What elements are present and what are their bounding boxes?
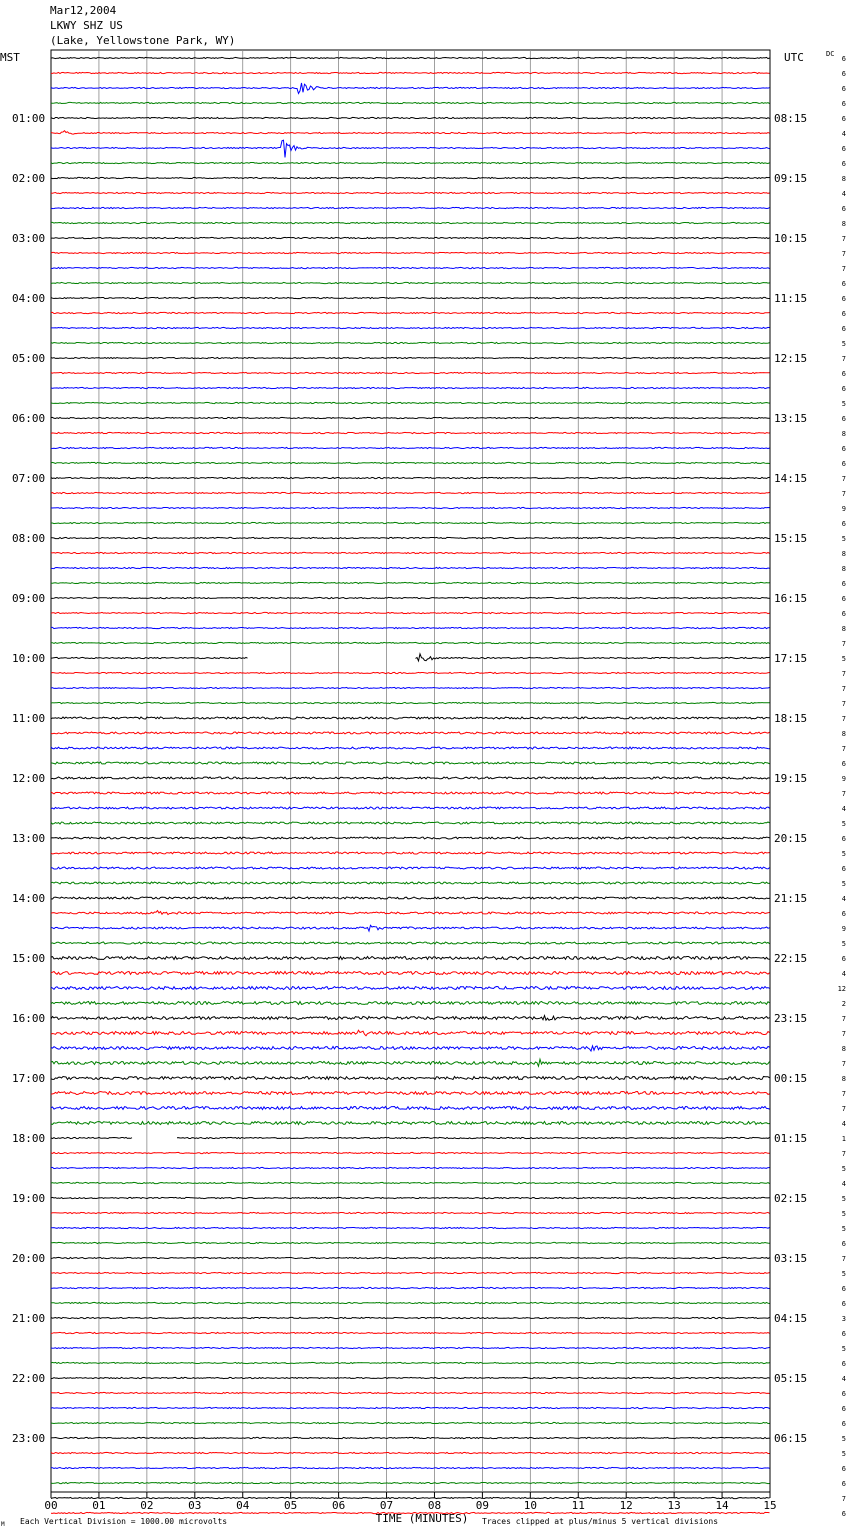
seismic-trace: [51, 732, 770, 734]
dc-offset-value: 5: [841, 340, 846, 348]
left-hour-label: 08:00: [12, 532, 46, 545]
right-hour-label: 11:15: [774, 292, 808, 305]
dc-offset-value: 7: [841, 700, 846, 708]
dc-offset-value: 6: [841, 325, 846, 333]
dc-offset-value: 6: [841, 520, 846, 528]
left-hour-label: 02:00: [12, 172, 46, 185]
dc-offset-value: 9: [841, 925, 846, 933]
dc-offset-value: 3: [841, 1315, 846, 1323]
seismic-trace: [51, 1452, 770, 1453]
seismic-trace: [51, 372, 770, 373]
dc-offset-value: 6: [841, 385, 846, 393]
dc-offset-value: 6: [841, 580, 846, 588]
seismic-trace: [51, 672, 770, 673]
right-hour-label: 08:15: [774, 112, 808, 125]
dc-offset-value: 6: [841, 55, 846, 63]
dc-offset-value: 5: [841, 1210, 846, 1218]
x-axis: [44, 1492, 776, 1512]
dc-offset-value: 6: [841, 415, 846, 423]
x-axis-title: TIME (MINUTES): [375, 1512, 469, 1525]
left-hour-label: 03:00: [12, 232, 46, 245]
seismic-trace: [51, 1227, 770, 1228]
right-hour-label: 06:15: [774, 1432, 808, 1445]
seismic-trace: [51, 654, 770, 661]
seismic-trace: [51, 342, 770, 343]
seismic-trace: [51, 612, 770, 613]
left-hour-label: 17:00: [12, 1072, 46, 1085]
seismic-trace: [51, 417, 770, 418]
dc-offset-value: 6: [841, 160, 846, 168]
dc-offset-value: 5: [841, 1225, 846, 1233]
right-hour-label: 21:15: [774, 892, 808, 905]
x-tick-label: 05: [284, 1499, 298, 1512]
left-hour-label: 16:00: [12, 1012, 46, 1025]
left-hour-label: 10:00: [12, 652, 46, 665]
seismic-trace: [51, 942, 770, 944]
right-hour-label: 15:15: [774, 532, 808, 545]
seismic-trace: [51, 837, 770, 839]
dc-offset-value: 6: [841, 1510, 846, 1518]
seismic-trace: [51, 222, 770, 223]
right-hour-label: 18:15: [774, 712, 808, 725]
right-hour-label: 10:15: [774, 232, 808, 245]
dc-offset-value: 7: [841, 1090, 846, 1098]
dc-offset-value: 4: [841, 805, 846, 813]
seismic-trace: [51, 1197, 770, 1198]
seismic-trace: [51, 925, 770, 931]
x-tick-label: 03: [188, 1499, 202, 1512]
dc-offset-value: 9: [841, 775, 846, 783]
dc-offset-value: 6: [841, 295, 846, 303]
seismic-trace: [51, 131, 770, 134]
seismic-trace: [51, 867, 770, 869]
seismic-trace: [51, 72, 770, 73]
seismic-trace: [51, 1030, 770, 1036]
seismic-trace: [51, 1077, 770, 1080]
left-hour-label: 11:00: [12, 712, 46, 725]
dc-offset-value: 1: [841, 1135, 846, 1143]
dc-offset-value: 7: [841, 685, 846, 693]
seismic-trace: [51, 1482, 770, 1483]
dc-offset-value: 6: [841, 835, 846, 843]
seismic-trace: [51, 1287, 770, 1288]
seismic-trace: [51, 1347, 770, 1348]
dc-offset-value: 6: [841, 310, 846, 318]
seismic-trace: [51, 702, 770, 703]
dc-offset-value: 7: [841, 1150, 846, 1158]
dc-offset-value: 8: [841, 220, 846, 228]
left-hour-label: 15:00: [12, 952, 46, 965]
dc-offset-value: 6: [841, 1480, 846, 1488]
dc-offset-value: 5: [841, 820, 846, 828]
left-hour-label: 20:00: [12, 1252, 46, 1265]
seismic-trace: [51, 762, 770, 764]
seismic-trace: [51, 1317, 770, 1318]
dc-offset-value: 6: [841, 1390, 846, 1398]
right-hour-label: 14:15: [774, 472, 808, 485]
seismic-trace: [51, 552, 770, 553]
x-tick-label: 08: [427, 1499, 442, 1512]
dc-offset-value: 7: [841, 670, 846, 678]
left-hour-label: 05:00: [12, 352, 46, 365]
dc-offset-value: 7: [841, 1495, 846, 1503]
right-hour-label: 02:15: [774, 1192, 808, 1205]
dc-offset-value: 5: [841, 535, 846, 543]
seismic-trace: [51, 537, 770, 538]
dc-offset-value: 6: [841, 145, 846, 153]
seismic-trace: [51, 162, 770, 163]
seismic-trace: [51, 747, 770, 749]
dc-offset-value: 7: [841, 235, 846, 243]
seismic-trace: [51, 297, 770, 298]
seismic-trace: [51, 582, 770, 583]
seismic-trace: [51, 717, 770, 719]
seismic-trace: [51, 1332, 770, 1333]
seismic-trace: [51, 1137, 770, 1138]
dc-offset-value: 8: [841, 730, 846, 738]
dc-offset-value: 7: [841, 1030, 846, 1038]
left-hour-label: 14:00: [12, 892, 46, 905]
seismic-trace: [51, 1362, 770, 1363]
x-tick-label: 10: [523, 1499, 537, 1512]
dc-offset-value: 7: [841, 475, 846, 483]
seismic-trace: [51, 1467, 770, 1468]
dc-offset-value: 8: [841, 550, 846, 558]
seismic-trace: [51, 432, 770, 433]
dc-offset-value: 5: [841, 940, 846, 948]
seismic-trace: [51, 822, 770, 824]
seismic-trace: [51, 972, 770, 975]
dc-offset-value: 6: [841, 1360, 846, 1368]
dc-offset-value: 6: [841, 280, 846, 288]
dc-offset-value: 6: [841, 1420, 846, 1428]
right-hour-label: 19:15: [774, 772, 808, 785]
footer-right-note: Traces clipped at plus/minus 5 vertical divisions: [482, 1517, 719, 1526]
dc-offset-value: 5: [841, 880, 846, 888]
seismic-trace: [51, 882, 770, 884]
seismic-trace: [51, 1046, 770, 1051]
seismic-trace: [51, 1016, 770, 1021]
left-hour-label: 22:00: [12, 1372, 46, 1385]
dc-offset-value: 6: [841, 955, 846, 963]
seismic-trace: [51, 777, 770, 779]
dc-offset-value: 4: [841, 190, 846, 198]
right-hour-label: 04:15: [774, 1312, 808, 1325]
plot-frame: [51, 50, 770, 1492]
dc-offset-value: 6: [841, 610, 846, 618]
dc-offset-value: 6: [841, 1240, 846, 1248]
seismic-trace: [51, 1497, 770, 1498]
seismic-trace: [51, 597, 770, 598]
seismic-trace: [51, 447, 770, 448]
x-tick-label: 13: [667, 1499, 681, 1512]
seismic-trace: [51, 327, 770, 328]
x-tick-label: 01: [92, 1499, 106, 1512]
dc-offset-value: 6: [841, 115, 846, 123]
dc-offset-value: 5: [841, 850, 846, 858]
dc-offset-value: 2: [841, 1000, 846, 1008]
x-tick-label: 07: [379, 1499, 394, 1512]
dc-offset-value: 6: [841, 760, 846, 768]
dc-offset-value: 6: [841, 460, 846, 468]
seismic-trace: [51, 911, 770, 915]
seismic-trace: [51, 1437, 770, 1438]
dc-offset-value: 4: [841, 1180, 846, 1188]
traces: [51, 57, 770, 1513]
seismic-trace: [51, 987, 770, 990]
right-hour-label: 00:15: [774, 1072, 808, 1085]
seismic-trace: [51, 507, 770, 508]
right-hour-label: 22:15: [774, 952, 808, 965]
seismic-trace: [51, 312, 770, 313]
dc-offset-value: 5: [841, 1195, 846, 1203]
dc-offset-value: 7: [841, 265, 846, 273]
seismic-trace: [51, 1059, 770, 1066]
left-hour-label: 12:00: [12, 772, 46, 785]
header-station: LKWY SHZ US: [50, 19, 123, 32]
left-hour-label: 19:00: [12, 1192, 46, 1205]
seismic-trace: [51, 1122, 770, 1125]
header-date: Mar12,2004: [50, 4, 117, 17]
right-hour-labels: [774, 112, 807, 1445]
seismic-trace: [51, 687, 770, 688]
x-tick-label: 02: [140, 1499, 154, 1512]
seismic-trace: [51, 807, 770, 809]
seismic-trace: [51, 462, 770, 463]
dc-offset-value: 7: [841, 355, 846, 363]
right-hour-label: 12:15: [774, 352, 808, 365]
seismic-trace: [51, 252, 770, 253]
dc-offset-value: 7: [841, 490, 846, 498]
dc-offset-value: 7: [841, 1015, 846, 1023]
seismic-trace: [51, 402, 770, 403]
dc-offset-value: 4: [841, 895, 846, 903]
seismic-trace: [51, 1377, 770, 1378]
x-tick-label: 09: [475, 1499, 490, 1512]
left-hour-label: 07:00: [12, 472, 46, 485]
left-hour-label: 01:00: [12, 112, 46, 125]
seismic-trace: [51, 897, 770, 899]
dc-offset-value: 6: [841, 865, 846, 873]
dc-offset-value: 6: [841, 1465, 846, 1473]
dc-offset-value: 8: [841, 175, 846, 183]
seismic-trace: [51, 1152, 770, 1153]
left-hour-label: 04:00: [12, 292, 46, 305]
dc-offset-value: 7: [841, 1105, 846, 1113]
dc-offset-value: 4: [841, 1120, 846, 1128]
dc-offset-value: 6: [841, 1405, 846, 1413]
left-hour-labels: [12, 112, 45, 1445]
seismic-trace: [51, 207, 770, 208]
right-hour-label: 05:15: [774, 1372, 808, 1385]
right-hour-label: 09:15: [774, 172, 808, 185]
x-tick-label: 11: [571, 1499, 585, 1512]
seismic-trace: [51, 1212, 770, 1213]
seismic-trace: [51, 567, 770, 568]
seismic-trace: [51, 852, 770, 854]
seismic-trace: [51, 1422, 770, 1423]
left-hour-label: 09:00: [12, 592, 46, 605]
dc-offset-value: 9: [841, 505, 846, 513]
dc-offset-value: 6: [841, 595, 846, 603]
dc-offset-value: 5: [841, 1450, 846, 1458]
x-tick-label: 04: [236, 1499, 250, 1512]
seismic-trace: [51, 102, 770, 103]
dc-offset-value: 7: [841, 745, 846, 753]
dc-offset-value: 5: [841, 400, 846, 408]
seismic-trace: [51, 1257, 770, 1258]
dc-offset-value: 7: [841, 715, 846, 723]
seismic-trace: [51, 357, 770, 358]
seismic-trace: [51, 267, 770, 268]
dc-offset-value: 12: [837, 985, 846, 993]
dc-offset-value: 8: [841, 625, 846, 633]
x-tick-label: 00: [44, 1499, 58, 1512]
dc-offset-value: 6: [841, 1330, 846, 1338]
dc-offset-value: 5: [841, 1345, 846, 1353]
seismic-trace: [51, 57, 770, 58]
dc-offset-value: 6: [841, 370, 846, 378]
seismic-trace: [51, 627, 770, 628]
dc-offset-value: 8: [841, 565, 846, 573]
seismic-trace: [51, 1392, 770, 1393]
dc-offset-value: 5: [841, 1435, 846, 1443]
x-tick-label: 14: [715, 1499, 729, 1512]
dc-offset-value: 6: [841, 100, 846, 108]
dc-offset-values: [838, 55, 846, 1518]
right-hour-label: 20:15: [774, 832, 808, 845]
right-hour-label: 23:15: [774, 1012, 808, 1025]
dc-offset-value: 6: [841, 1285, 846, 1293]
dc-offset-value: 4: [841, 970, 846, 978]
seismic-trace: [51, 642, 770, 643]
x-tick-label: 12: [619, 1499, 633, 1512]
right-timezone-label: UTC: [784, 51, 804, 64]
dc-offset-value: 6: [841, 85, 846, 93]
header-location: (Lake, Yellowstone Park, WY): [50, 34, 236, 47]
seismic-trace: [51, 1272, 770, 1273]
seismic-trace: [51, 1182, 770, 1183]
left-hour-label: 13:00: [12, 832, 46, 845]
dc-offset-value: 7: [841, 1255, 846, 1263]
dc-offset-value: 6: [841, 70, 846, 78]
left-timezone-label: MST: [0, 51, 20, 64]
seismic-trace: [51, 1092, 770, 1095]
seismic-trace: [51, 1002, 770, 1005]
minute-grid: [51, 50, 770, 1492]
seismic-trace: [51, 1107, 770, 1110]
dc-offset-value: 6: [841, 205, 846, 213]
seismic-trace: [51, 1302, 770, 1303]
dc-offset-value: 5: [841, 1270, 846, 1278]
left-hour-label: 23:00: [12, 1432, 46, 1445]
seismic-trace: [51, 1242, 770, 1243]
dc-offset-value: 8: [841, 430, 846, 438]
dc-offset-value: 6: [841, 1300, 846, 1308]
seismic-trace: [51, 140, 770, 157]
seismic-trace: [51, 83, 770, 94]
seismic-trace: [51, 1407, 770, 1408]
seismic-trace: [51, 387, 770, 388]
left-hour-label: 18:00: [12, 1132, 46, 1145]
dc-offset-value: 7: [841, 640, 846, 648]
seismic-trace: [51, 237, 770, 238]
seismic-trace: [51, 957, 770, 960]
dc-offset-value: 7: [841, 250, 846, 258]
right-hour-label: 13:15: [774, 412, 808, 425]
right-hour-label: 01:15: [774, 1132, 808, 1145]
left-hour-label: 06:00: [12, 412, 46, 425]
seismic-trace: [51, 492, 770, 493]
dc-offset-value: 4: [841, 1375, 846, 1383]
dc-label: DC: [826, 50, 835, 58]
dc-offset-value: 4: [841, 130, 846, 138]
dc-offset-value: 6: [841, 910, 846, 918]
seismic-trace: [51, 192, 770, 193]
dc-offset-value: 8: [841, 1075, 846, 1083]
right-hour-label: 03:15: [774, 1252, 808, 1265]
seismic-trace: [51, 522, 770, 523]
dc-offset-value: 7: [841, 790, 846, 798]
x-tick-label: 06: [331, 1499, 346, 1512]
right-hour-label: 17:15: [774, 652, 808, 665]
x-tick-label: 15: [763, 1499, 777, 1512]
corner-mark: M: [1, 1521, 5, 1528]
right-hour-label: 16:15: [774, 592, 808, 605]
footer-left-note: Each Vertical Division = 1000.00 microvolts: [20, 1517, 228, 1526]
dc-offset-value: 8: [841, 1045, 846, 1053]
seismic-trace: [51, 282, 770, 283]
dc-offset-value: 7: [841, 1060, 846, 1068]
seismic-trace: [51, 117, 770, 118]
seismic-trace: [51, 177, 770, 178]
seismic-trace: [51, 1167, 770, 1168]
dc-offset-value: 5: [841, 1165, 846, 1173]
seismic-trace: [51, 477, 770, 478]
left-hour-label: 21:00: [12, 1312, 46, 1325]
dc-offset-value: 5: [841, 655, 846, 663]
dc-offset-value: 6: [841, 445, 846, 453]
seismic-trace: [51, 792, 770, 794]
